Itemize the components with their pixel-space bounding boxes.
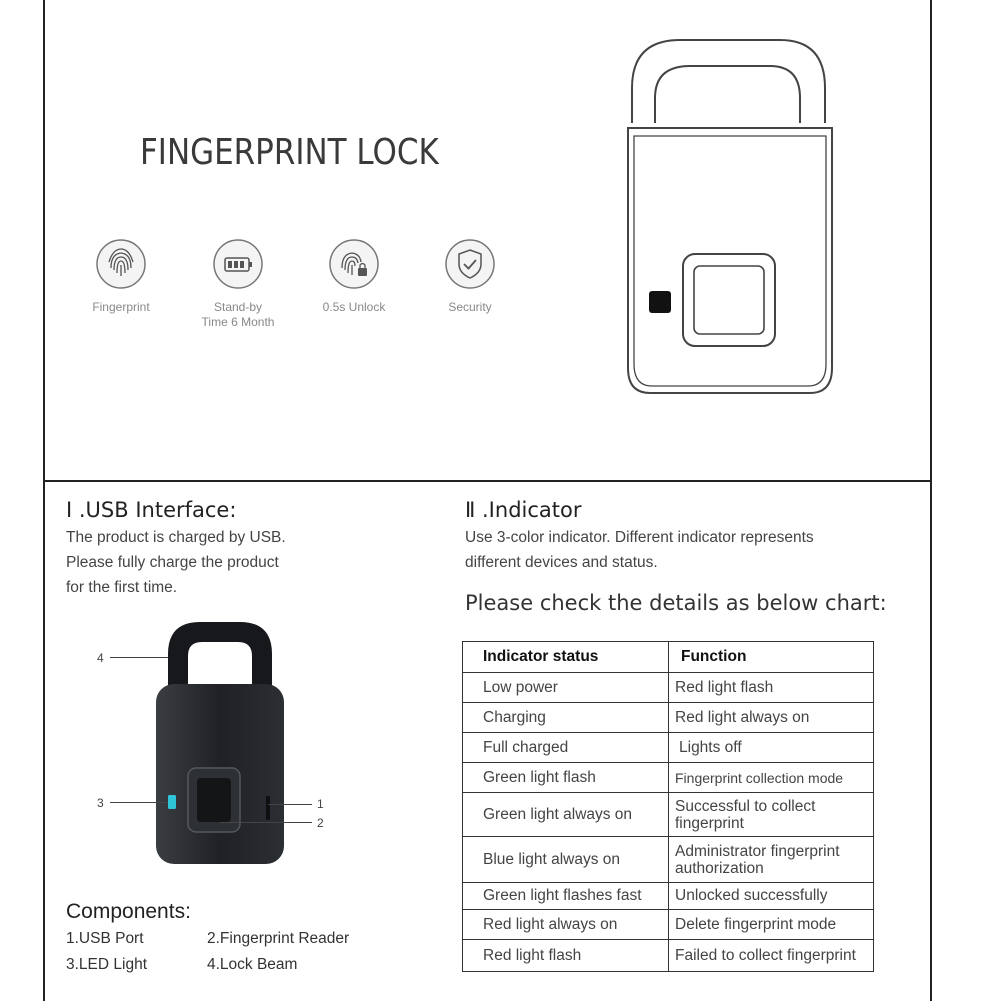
indicator-section-title: Ⅱ .Indicator: [465, 498, 582, 522]
feature-standby: [183, 238, 293, 330]
table-row: [463, 733, 874, 763]
chart-title: Please check the details as below chart:: [465, 591, 887, 615]
table-header-row: [463, 642, 874, 673]
function-cell: Administrator fingerprint authorization: [669, 837, 874, 883]
section-divider: [43, 480, 932, 482]
table-row: [463, 793, 874, 837]
function-cell: Delete fingerprint mode: [669, 910, 874, 940]
lock-product-photo: [150, 618, 290, 873]
battery-icon: [212, 238, 264, 290]
table-row: [463, 673, 874, 703]
function-cell: Lights off: [669, 733, 874, 763]
component-usb-port: 1.USB Port: [66, 930, 144, 947]
lock-outline-illustration: [620, 28, 840, 413]
callout-line-3: [110, 802, 168, 803]
indicator-table: [462, 641, 874, 972]
feature-label: Security: [448, 300, 492, 314]
function-cell: Red light flash: [669, 673, 874, 703]
feature-label: Stand-by Time 6 Month: [201, 300, 275, 329]
component-lock-beam: 4.Lock Beam: [207, 956, 298, 973]
shield-check-icon: [444, 238, 496, 290]
function-cell: Failed to collect fingerprint: [669, 940, 874, 972]
feature-security: [415, 238, 525, 315]
status-cell: Full charged: [463, 733, 669, 763]
callout-line-4: [110, 657, 168, 658]
callout-number-4: 4: [97, 651, 104, 665]
table-row: [463, 940, 874, 972]
status-cell: Red light flash: [463, 940, 669, 972]
callout-line-1: [268, 804, 312, 805]
fingerprint-icon: [95, 238, 147, 290]
frame-right-border: [930, 0, 932, 1001]
callout-number-1: 1: [317, 797, 324, 811]
function-cell: Red light always on: [669, 703, 874, 733]
status-cell: Low power: [463, 673, 669, 703]
table-row: [463, 910, 874, 940]
function-cell: Unlocked successfully: [669, 883, 874, 910]
status-cell: Blue light always on: [463, 837, 669, 883]
feature-label: 0.5s Unlock: [322, 300, 386, 314]
page-title: FINGERPRINT LOCK: [140, 132, 439, 173]
component-led-light: 3.LED Light: [66, 956, 147, 973]
status-cell: Green light flashes fast: [463, 883, 669, 910]
component-fingerprint-reader: 2.Fingerprint Reader: [207, 930, 350, 947]
status-cell: Charging: [463, 703, 669, 733]
indicator-description: Use 3-color indicator. Different indicator represents different devices and status.: [465, 529, 814, 571]
feature-label: Fingerprint: [92, 300, 150, 314]
function-cell: Fingerprint collection mode: [669, 763, 874, 793]
status-cell: Green light flash: [463, 763, 669, 793]
status-cell: Red light always on: [463, 910, 669, 940]
function-cell: Successful to collect fingerprint: [669, 793, 874, 837]
feature-fingerprint: [66, 238, 176, 315]
table-row: [463, 883, 874, 910]
feature-unlock: [299, 238, 409, 315]
table-row: [463, 837, 874, 883]
column-header-function: Function: [669, 642, 874, 673]
callout-line-2: [220, 822, 312, 823]
usb-description: The product is charged by USB. Please fully charge the product for the first time.: [66, 529, 286, 596]
usb-section-title: Ⅰ .USB Interface:: [66, 498, 237, 522]
table-row: [463, 763, 874, 793]
frame-left-border: [43, 0, 45, 1001]
column-header-status: Indicator status: [463, 642, 669, 673]
table-row: [463, 703, 874, 733]
components-title: Components:: [66, 900, 191, 923]
status-cell: Green light always on: [463, 793, 669, 837]
callout-number-3: 3: [97, 796, 104, 810]
callout-number-2: 2: [317, 816, 324, 830]
fingerprint-lock-icon: [328, 238, 380, 290]
